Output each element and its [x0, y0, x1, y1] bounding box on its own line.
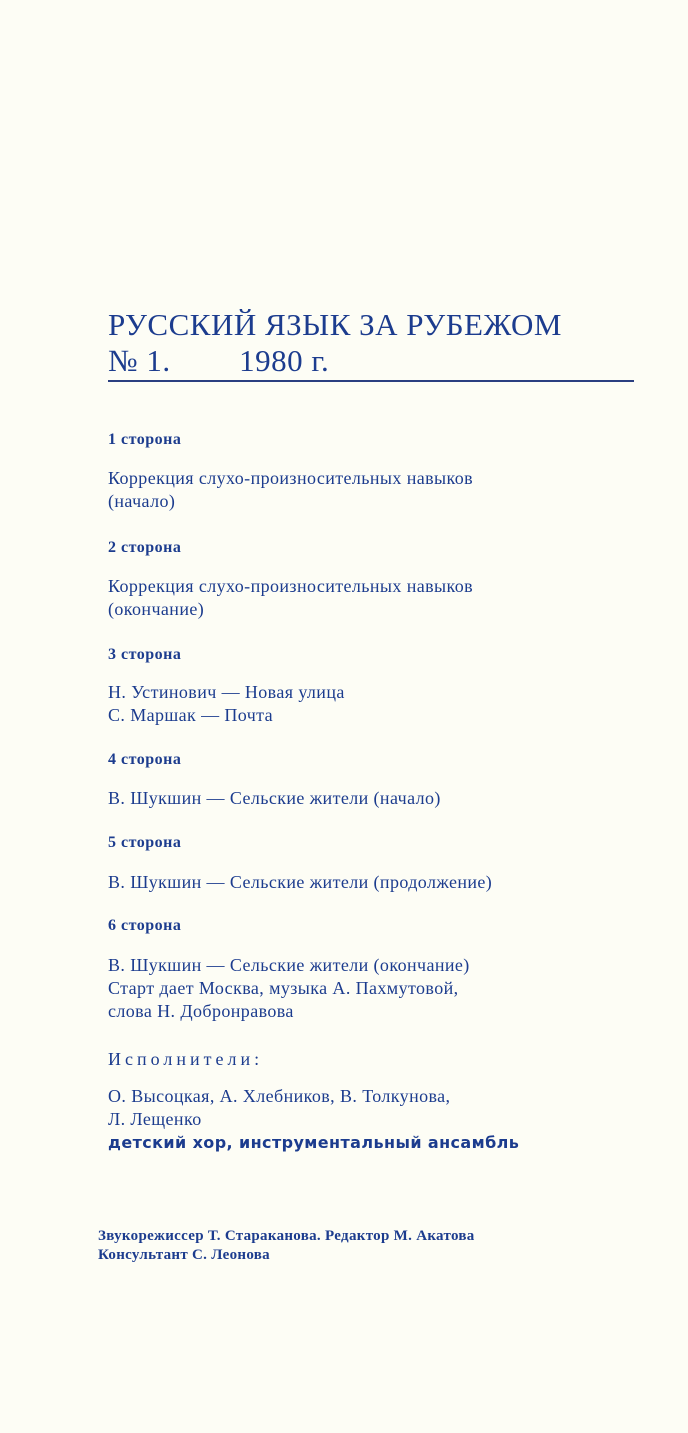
side-text — [108, 467, 473, 513]
side-line: Коррекция слухо-произносительных навыков — [108, 576, 474, 596]
side-line: Н. Устинович — Новая улица — [108, 682, 345, 702]
side-label: 1 сторона — [108, 431, 182, 448]
side-line: слова Н. Добронравова — [108, 1001, 294, 1021]
side-label: 4 сторона — [108, 751, 182, 768]
performers-heading: Исполнители: — [108, 1049, 264, 1069]
issue-number: № 1. — [108, 343, 171, 378]
side-line: С. Маршак — Почта — [108, 705, 274, 725]
publication-title: РУССКИЙ ЯЗЫК ЗА РУБЕЖОМ — [108, 307, 562, 342]
side-text — [108, 787, 441, 810]
side-label: 5 сторона — [108, 834, 182, 851]
credits — [98, 1227, 475, 1265]
side-text — [108, 681, 345, 727]
issue-line — [108, 344, 329, 378]
performers-list — [108, 1085, 519, 1154]
side-line: Коррекция слухо-произносительных навыков — [108, 468, 474, 488]
performer-line: Л. Лещенко — [108, 1109, 202, 1129]
issue-year: 1980 г. — [239, 343, 330, 378]
side-line: В. Шукшин — Сельские жители (начало) — [108, 788, 441, 808]
performer-line: О. Высоцкая, А. Хлебников, В. Толкунова, — [108, 1086, 451, 1106]
side-text — [108, 871, 492, 894]
side-label: 6 сторона — [108, 917, 182, 934]
side-label: 2 сторона — [108, 539, 182, 556]
side-line: (окончание) — [108, 599, 205, 619]
credit-line: Консультант С. Леонова — [98, 1247, 270, 1263]
side-text — [108, 954, 470, 1023]
side-line: В. Шукшин — Сельские жители (продолжение) — [108, 872, 493, 892]
side-text — [108, 575, 473, 621]
side-line: (начало) — [108, 491, 176, 511]
side-label: 3 сторона — [108, 646, 182, 663]
side-line: В. Шукшин — Сельские жители (окончание) — [108, 955, 470, 975]
side-line: Старт дает Москва, музыка А. Пахмутовой, — [108, 978, 459, 998]
credit-line: Звукорежиссер Т. Стараканова. Редактор М. Акатова — [98, 1228, 475, 1244]
performer-line: детский хор, инструментальный ансамбль — [108, 1133, 520, 1152]
title-divider — [108, 380, 634, 382]
